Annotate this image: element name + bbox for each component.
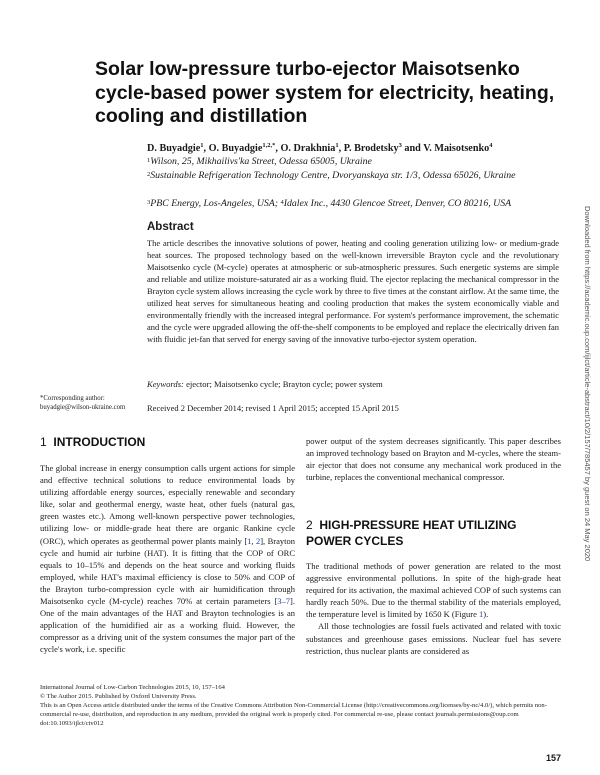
received-dates: Received 2 December 2014; revised 1 April 2015; accepted 15 April 2015 <box>147 403 399 413</box>
download-watermark <box>582 206 594 726</box>
citation-link[interactable]: 2 <box>255 535 261 546</box>
text-run: ], Brayton cycle and humid air turbine (HAT). It is fitting that the COP of ORC equals to 10–15% and depends on the heat source and working fluids employed, while HAT's maximal efficiency is close to 50% and COP of the Brayton turbo-compression cycle with air humidification through Maisotsenko cycle (M-cycle) reaches 70% at certain parameters [ <box>40 535 295 607</box>
keywords <box>147 379 383 389</box>
author-affiliation-mark: 1 <box>200 142 204 149</box>
text-run: ). <box>483 609 489 620</box>
text-run: , <box>251 535 256 546</box>
corresponding-label: *Corresponding author: <box>40 395 105 402</box>
doi[interactable]: doi:10.1093/ijlct/ctv012 <box>40 720 104 727</box>
watermark-text: Downloaded from https://academic.oup.com/ijlct/article-abstract/10/2/157/785457 by guest on 24 May 2020 <box>583 206 592 562</box>
keywords-text: ejector; Maisotsenko cycle; Brayton cycle; power system <box>183 379 383 389</box>
section-title: INTRODUCTION <box>53 435 146 449</box>
affiliation-text: PBC Energy, Los-Angeles, USA; <box>150 198 281 209</box>
figure-link[interactable]: 1 <box>479 609 484 620</box>
copyright: © The Author 2015. Published by Oxford University Press. <box>40 693 197 700</box>
paragraph: power output of the system decreases significantly. This paper describes an improved technology based on Brayton and M-cycles, where the steam-air ejector that does not consume any mechanical work produced in the turbine, replaces the conventional mechanical compressor. <box>306 436 561 483</box>
affiliation-text: Wilson, 25, Mikhailivs'ka Street, Odessa 65005, Ukraine <box>150 156 372 167</box>
affiliation-text: Sustainable Refrigeration Technology Centre, Dvoryanskaya str. 1/3, Odessa 65026, Ukraine <box>150 170 516 181</box>
affiliation-text: Idalex Inc., 4430 Glencoe Street, Denver, CO 80216, USA <box>283 198 512 209</box>
paper-title: Solar low-pressure turbo-ejector Maisotsenko cycle-based power system for electricity, heating, cooling and distillation <box>95 58 555 127</box>
section-number: 2 <box>306 518 313 532</box>
paragraph: All those technologies are fossil fuels activated and related with toxic substances and greenhouse gases emissions. Nuclear fuel has severe restriction, thus nuclear plants are considered as <box>306 621 561 656</box>
text-run: The global increase in energy consumption calls urgent actions for simple and effective technical solutions to reduce environmental loads by utilizing affordable energy sources, especially renewable and secondary like, solar and geothermal energy, waste heat, other fuels (natural gas, green wastes etc.). Among well-known perspective power technologies, utilizing low- or middle-grade heat there are organic Rankine cycle (ORC), which operates as geothermal power plants mainly [ <box>40 463 295 546</box>
section-2-body <box>306 560 561 657</box>
license-text: This is an Open Access article distributed under the terms of the Creative Commons Attribution Non-Commercial License (http://creativecommons.org/licenses/by-nc/4.0/), which permits non-commercial re-use, distribution, and reproduction in any medium, provided the original work is properly cited. For commercial re-use, please contact journals.permissions@oup.com <box>40 702 547 718</box>
author-affiliation-mark: 4 <box>489 142 493 149</box>
abstract-heading: Abstract <box>147 221 194 233</box>
author: , P. Brodetsky <box>338 143 399 154</box>
author-list <box>147 143 493 154</box>
section-1-heading <box>40 434 145 450</box>
section-1-body <box>40 462 295 656</box>
abstract-body: The article describes the innovative solutions of power, heating and cooling generation utilizing low- or medium-grade heat sources. The proposed technology based on the well-known irreversible Brayton cycle and the revolutionary Maisotsenko cycle (M-cycle) operates at atmospheric or sub-atmospheric pressures. Such energetic systems are simple and reliable and utilize moisture-saturated air as a working fluid. The ejector replacing the mechanical compressor in the Brayton cycle system allows increasing the cycle work by three to five times at the constant airflow. At the same time, the utilized heat serves for simultaneous heating and cooling production that makes the system economically viable and environmentally friendly with the increased integral performance. For system's performance improvement, the schematic and the cycle were upgraded allowing the off-the-shelf components to be employed and replace the electrically driven fan with fluidic jet-fan that served for energy saving of the innovative turbo-ejector system operation. <box>147 238 559 344</box>
affiliation-mark: 1 <box>147 157 151 164</box>
text-run: ]. One of the main advantages of the HAT and Brayton technologies is an application of the humidified air as a working fluid. However, the compressor as a driving unit of the system consumes the major part of the cycle's work, i.e. specific <box>40 596 295 655</box>
journal-citation: International Journal of Low-Carbon Technologies 2015, 10, 157–164 <box>40 684 225 691</box>
section-1-continued <box>306 435 561 483</box>
author: , O. Buyadgie <box>203 143 263 154</box>
affiliation-mark: 3 <box>147 199 151 206</box>
author-affiliation-mark: 3 <box>398 142 402 149</box>
paragraph <box>306 560 561 620</box>
affiliation-3 <box>147 198 567 210</box>
citation-link[interactable]: 3–7 <box>277 596 291 607</box>
affiliation-mark: 4 <box>280 199 284 206</box>
citation-link[interactable]: 1 <box>247 535 252 546</box>
author: and V. Maisotsenko <box>401 143 490 154</box>
page-number: 157 <box>546 753 562 763</box>
affiliation-mark: 2 <box>147 171 151 178</box>
author: D. Buyadgie <box>147 143 201 154</box>
affiliation-1 <box>147 156 567 168</box>
corresponding-author <box>40 394 125 412</box>
journal-footer <box>40 683 560 728</box>
author-affiliation-mark: 1,2,* <box>262 142 276 149</box>
keywords-label: Keywords: <box>147 379 184 389</box>
section-number: 1 <box>40 435 47 449</box>
affiliation-2 <box>147 170 547 182</box>
section-2-heading <box>306 517 556 549</box>
section-title: HIGH-PRESSURE HEAT UTILIZING POWER CYCLES <box>306 518 517 548</box>
author-affiliation-mark: 1 <box>335 142 339 149</box>
text-run: The traditional methods of power generation are related to the most aggressive environmental pollutions. In spite of the high-grade heat required for its activation, the maximal achieved COP of such systems can hardly reach 50%. Due to the thermal stability of the materials employed, the temperature level is limited by 1650 K (Figure <box>306 561 561 620</box>
corresponding-email[interactable]: buyadgie@wilson-ukraine.com <box>40 404 126 411</box>
paragraph <box>40 462 295 656</box>
author: , O. Drakhnia <box>275 143 336 154</box>
